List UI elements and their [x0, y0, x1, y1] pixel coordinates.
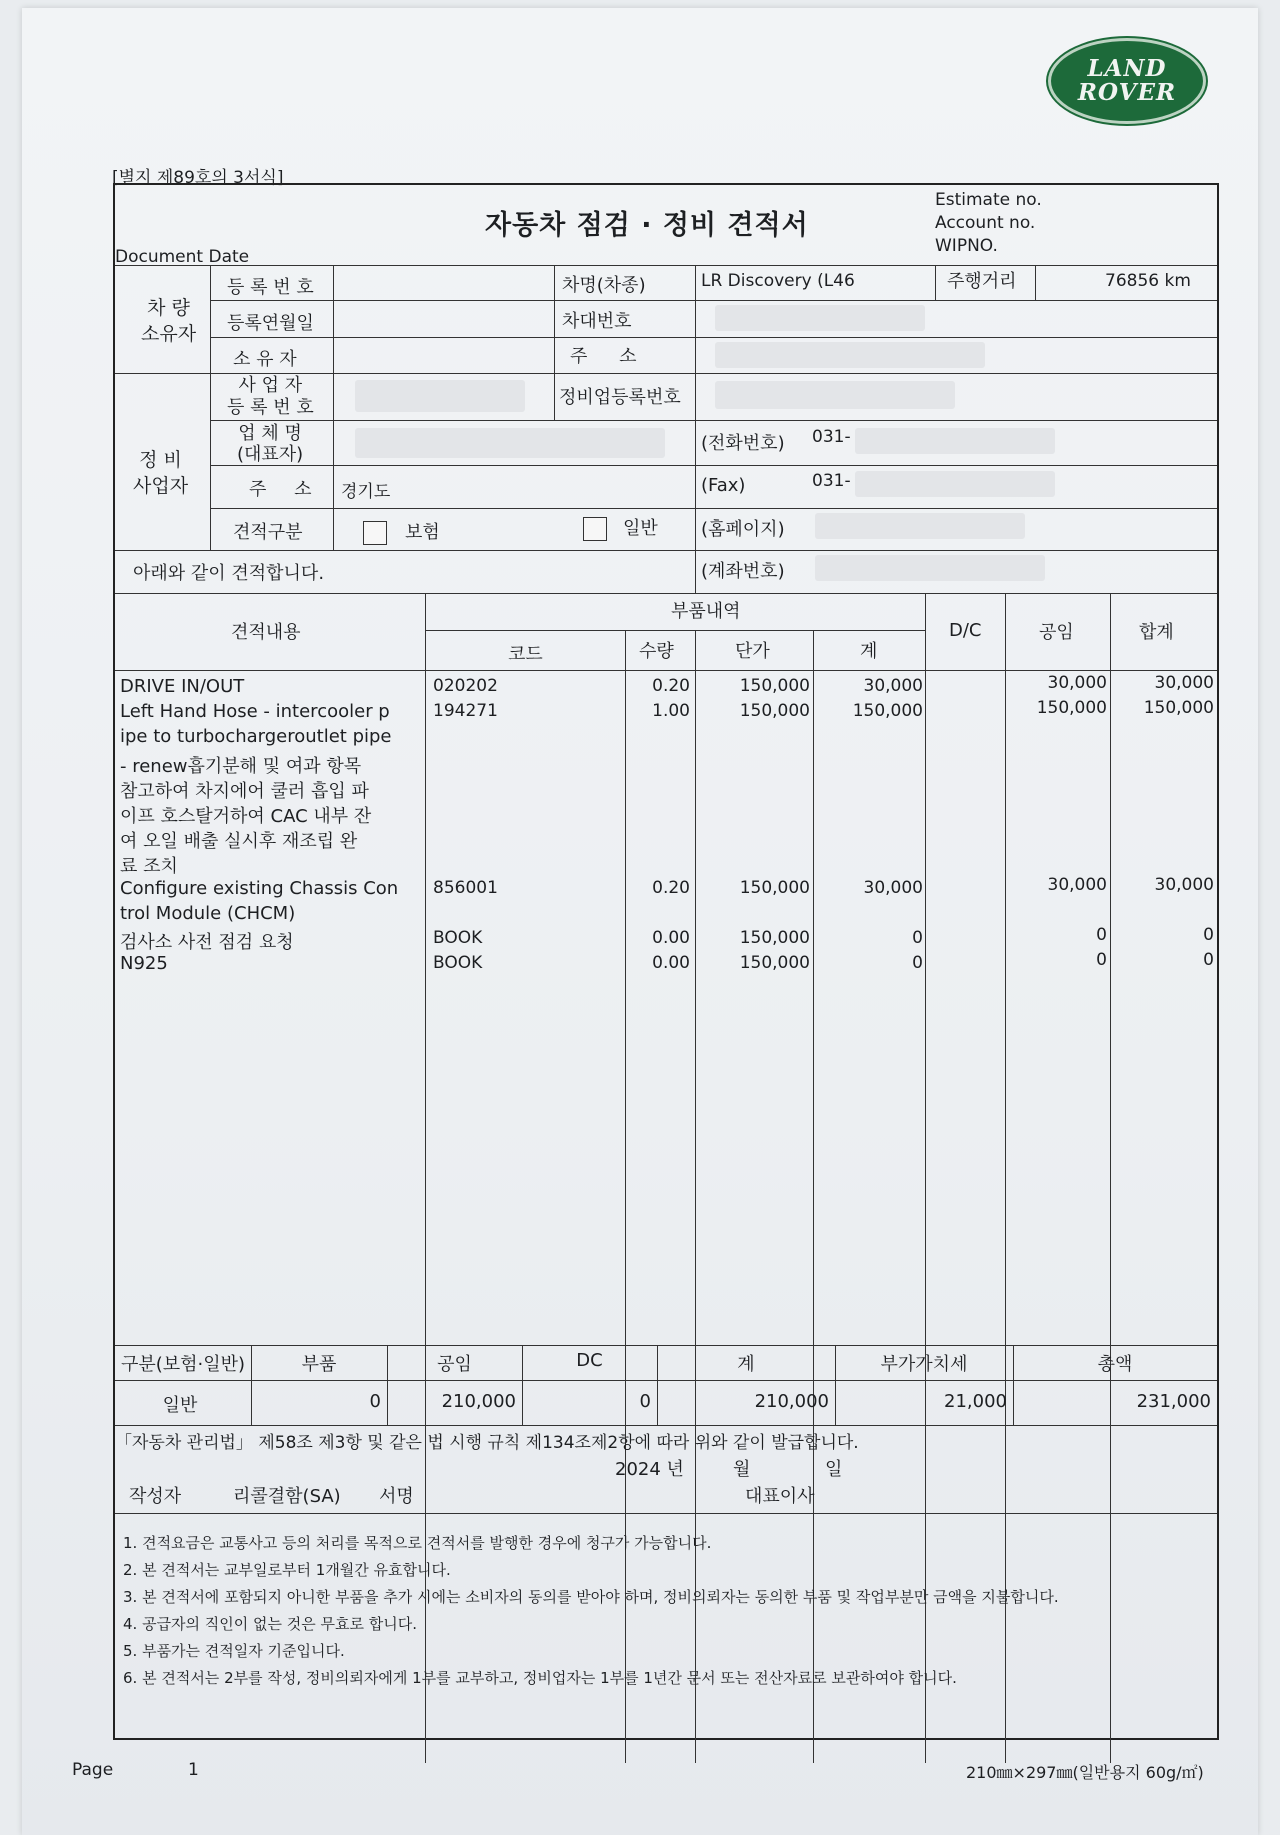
summary-value: 210,000	[441, 1391, 516, 1412]
item-total: 30,000	[1154, 673, 1214, 693]
col-total: 합계	[1139, 622, 1174, 643]
grid-line	[1110, 593, 1111, 1763]
redacted-area	[355, 380, 525, 412]
item-total: 150,000	[1143, 698, 1214, 719]
summary-header: 구분(보험·일반)	[120, 1354, 246, 1375]
grid-line	[115, 593, 1217, 594]
grid-line	[115, 670, 1217, 671]
item-description-line: trol Module (CHCM)	[120, 902, 296, 924]
redacted-area	[855, 471, 1055, 497]
note-item: 4. 공급자의 직인이 없는 것은 무효로 합니다.	[123, 1615, 418, 1633]
shop-reg-label: 정비업등록번호	[559, 387, 681, 408]
item-subtotal: 30,000	[863, 877, 923, 898]
vehicle-section-label	[141, 295, 196, 347]
item-code: 856001	[433, 877, 498, 898]
grid-line	[695, 265, 696, 593]
wip-no-label: WIPNO.	[935, 236, 998, 256]
shop-address-label: 주 소	[249, 479, 312, 500]
grid-line	[333, 265, 334, 550]
item-subtotal: 0	[912, 928, 923, 948]
summary-header: 총액	[1097, 1354, 1133, 1375]
grid-line	[115, 1513, 1217, 1514]
insurance-option-label: 보험	[405, 522, 440, 543]
homepage-label: (홈페이지)	[701, 519, 785, 540]
page-label: Page	[72, 1760, 114, 1780]
item-description-line: Left Hand Hose - intercooler p	[120, 701, 390, 723]
item-total: 30,000	[1154, 874, 1214, 895]
item-description-line: 이프 호스탈거하여 CAC 내부 잔	[120, 806, 372, 827]
redacted-area	[715, 342, 985, 368]
col-qty: 수량	[639, 641, 674, 662]
account-label: (계좌번호)	[701, 561, 785, 582]
item-unit-price: 150,000	[739, 877, 810, 898]
shop-section-label	[133, 447, 188, 499]
notes-list	[123, 1530, 1059, 1692]
item-description-line: N925	[120, 953, 168, 975]
legal-text: 「자동차 관리법」 제58조 제3항 및 같은 법 시행 규칙 제134조제2항에 따라 위와 같이 발급합니다.	[115, 1433, 859, 1453]
model-label: 차명(차종)	[562, 275, 646, 296]
document-date-label: Document Date	[115, 247, 250, 267]
summary-value: 0	[369, 1391, 381, 1412]
grid-line	[115, 373, 1217, 374]
estimate-type-label: 견적구분	[233, 522, 303, 543]
item-qty: 0.00	[652, 928, 690, 948]
grid-line	[210, 265, 211, 550]
model-value: LR Discovery (L46	[701, 271, 855, 291]
fax-label: (Fax)	[701, 475, 746, 496]
grid-line	[1035, 265, 1036, 300]
insurance-checkbox[interactable]	[363, 521, 387, 545]
item-qty: 0.20	[652, 676, 690, 696]
col-parts: 부품내역	[671, 601, 741, 622]
item-unit-price: 150,000	[739, 953, 810, 974]
company-label-2: (대표자)	[237, 444, 304, 465]
land-rover-logo	[1048, 38, 1206, 124]
document-sheet	[22, 8, 1258, 1835]
biz-reg-label-1: 사 업 자	[238, 375, 303, 396]
item-code: 020202	[433, 676, 498, 696]
summary-header: 계	[737, 1354, 755, 1375]
vehicle-section-label-2: 소유자	[141, 323, 197, 345]
summary-header: 부품	[301, 1354, 337, 1375]
item-description-line: DRIVE IN/OUT	[120, 676, 245, 697]
intro-text: 아래와 같이 견적합니다.	[133, 563, 325, 584]
grid-line	[210, 337, 1217, 338]
owner-address-label: 주 소	[570, 346, 637, 367]
item-subtotal: 30,000	[863, 676, 923, 696]
reg-date-label: 등록연월일	[227, 313, 314, 334]
phone-value: 031-	[812, 427, 851, 447]
note-item: 1. 견적요금은 교통사고 등의 처리를 목적으로 견적서를 발행한 경우에 청구가 가능합니다.	[123, 1534, 712, 1552]
mileage-label: 주행거리	[947, 271, 1017, 292]
shop-section-label-2: 사업자	[133, 475, 189, 497]
item-labor: 0	[1096, 925, 1107, 945]
brand-line-2: ROVER	[1077, 79, 1177, 106]
item-subtotal: 150,000	[852, 701, 923, 722]
item-unit-price: 150,000	[739, 928, 810, 948]
estimate-no-label: Estimate no.	[935, 190, 1042, 210]
shop-address-value: 경기도	[341, 482, 391, 502]
item-qty: 0.00	[652, 953, 690, 974]
redacted-area	[715, 381, 955, 409]
col-subtotal: 계	[860, 641, 878, 662]
mileage-value: 76856 km	[1105, 271, 1191, 291]
redacted-area	[815, 555, 1045, 581]
general-checkbox[interactable]	[583, 517, 607, 541]
col-labor: 공임	[1039, 622, 1074, 643]
item-total: 0	[1203, 950, 1214, 971]
grid-line	[115, 1425, 1217, 1426]
item-description-line: 참고하여 차지에어 쿨러 흡입 파	[120, 780, 369, 802]
item-code: BOOK	[433, 928, 483, 948]
company-label	[237, 423, 303, 465]
summary-header: 부가가치세	[880, 1354, 968, 1375]
estimate-numbers	[935, 189, 1042, 258]
grid-line	[425, 630, 925, 631]
item-subtotal: 0	[912, 953, 923, 974]
grid-line	[115, 550, 1217, 551]
item-qty: 1.00	[652, 701, 690, 722]
grid-line	[115, 1380, 1217, 1381]
item-labor: 0	[1096, 950, 1107, 971]
redacted-area	[715, 305, 925, 331]
redacted-area	[815, 513, 1025, 539]
summary-value: 0	[639, 1391, 651, 1412]
grid-line	[115, 1345, 1217, 1346]
summary-header: 공임	[437, 1354, 472, 1375]
item-qty: 0.20	[652, 877, 690, 898]
account-no-label: Account no.	[935, 213, 1036, 233]
summary-value: 21,000	[944, 1391, 1007, 1412]
item-labor: 30,000	[1047, 673, 1107, 693]
grid-line	[210, 420, 1217, 421]
general-option-label: 일반	[623, 518, 658, 539]
ceo-label: 대표이사	[745, 1486, 815, 1507]
page-number: 1	[188, 1760, 199, 1780]
grid-line	[210, 465, 1217, 466]
item-unit-price: 150,000	[739, 701, 810, 722]
date-day: 일	[825, 1459, 843, 1480]
estimate-form	[113, 183, 1219, 1740]
note-item: 6. 본 견적서는 2부를 작성, 정비의뢰자에게 1부를 교부하고, 정비업자는 1부를 1년간 문서 또는 전산자료로 보관하여야 합니다.	[123, 1669, 957, 1687]
col-dc: D/C	[949, 620, 982, 641]
item-description-line: 검사소 사전 점검 요청	[120, 932, 294, 953]
item-description-line: Configure existing Chassis Con	[120, 877, 399, 899]
brand-line-1: LAND	[1087, 55, 1167, 82]
paper-spec: 210㎜×297㎜(일반용지 60g/㎡)	[966, 1763, 1204, 1782]
grid-line	[935, 265, 936, 300]
col-code: 코드	[508, 644, 543, 665]
owner-label: 소 유 자	[233, 349, 297, 370]
item-labor: 30,000	[1047, 874, 1107, 895]
redacted-area	[855, 428, 1055, 454]
item-description-line: 료 조치	[120, 856, 178, 878]
item-total: 0	[1203, 925, 1214, 945]
document-title: 자동차 점검 · 정비 견적서	[485, 210, 809, 241]
col-unit-price: 단가	[735, 641, 770, 662]
redacted-area	[355, 428, 665, 458]
item-labor: 150,000	[1036, 698, 1107, 719]
col-description: 견적내용	[231, 622, 301, 643]
vehicle-section-label-1: 차 량	[147, 297, 190, 319]
shop-section-label-1: 정 비	[139, 449, 182, 471]
reg-no-label: 등 록 번 호	[227, 277, 314, 298]
note-item: 5. 부품가는 견적일자 기준입니다.	[123, 1642, 345, 1660]
grid-line	[210, 300, 1217, 301]
item-code: BOOK	[433, 953, 483, 974]
signature-label: 서명	[379, 1486, 414, 1507]
summary-header: DC	[576, 1350, 603, 1371]
summary-value: 231,000	[1136, 1391, 1211, 1412]
grid-line	[554, 265, 555, 420]
fax-value: 031-	[812, 471, 851, 491]
grid-line	[210, 508, 1217, 509]
form-id: [별지 제89호의 3서식]	[112, 168, 284, 188]
summary-value: 일반	[162, 1395, 198, 1416]
biz-reg-label	[227, 375, 314, 419]
author-label: 작성자	[129, 1486, 182, 1507]
company-label-1: 업 체 명	[238, 423, 302, 444]
phone-label: (전화번호)	[701, 433, 785, 454]
date-month: 월	[733, 1459, 751, 1480]
author-value: 리콜결함(SA)	[233, 1486, 341, 1507]
item-code: 194271	[433, 701, 498, 722]
grid-line	[115, 265, 1217, 266]
biz-reg-label-2: 등 록 번 호	[227, 397, 314, 418]
note-item: 2. 본 견적서는 교부일로부터 1개월간 유효합니다.	[123, 1561, 451, 1579]
item-unit-price: 150,000	[739, 676, 810, 696]
vin-label: 차대번호	[562, 311, 632, 332]
summary-value: 210,000	[754, 1391, 829, 1412]
date-year: 2024 년	[615, 1459, 684, 1480]
item-description-line: ipe to turbochargeroutlet pipe	[120, 726, 392, 748]
note-item: 3. 본 견적서에 포함되지 아니한 부품을 추가 시에는 소비자의 동의를 받아야 하며, 정비의뢰자는 동의한 부품 및 작업부분만 금액을 지불합니다.	[123, 1588, 1059, 1606]
item-description-line: 여 오일 배출 실시후 재조립 완	[120, 831, 358, 853]
item-description-line: - renew흡기분해 및 여과 항목	[120, 755, 362, 777]
